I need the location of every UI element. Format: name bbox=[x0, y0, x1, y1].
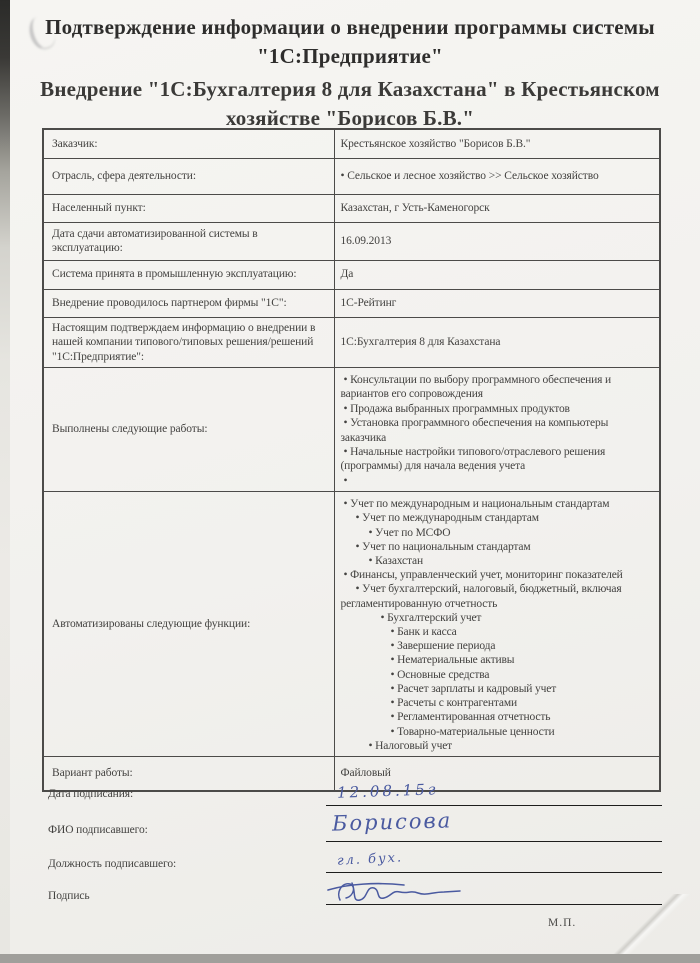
title-line-3: Внедрение "1С:Бухгалтерия 8 для Казахстана" в Крестьянском bbox=[40, 77, 660, 101]
works-list-item: • Установка программного обеспечения на компьютеры заказчика bbox=[340, 417, 609, 444]
signature-position-label: Должность подписавшего: bbox=[48, 858, 177, 870]
functions-list-item: • Учет по МСФО bbox=[368, 526, 451, 539]
functions-list-item: • Учет по международным стандартам bbox=[355, 512, 539, 525]
row-label: Отрасль, сфера деятельности: bbox=[43, 158, 334, 194]
signature-date-label: Дата подписания: bbox=[48, 788, 134, 800]
signature-name-label: ФИО подписавшего: bbox=[48, 824, 148, 836]
row-value: Файловый bbox=[334, 756, 660, 791]
functions-list-item: • Расчет зарплаты и кадровый учет bbox=[390, 682, 557, 695]
confirmation-table bbox=[42, 128, 661, 792]
functions-list-item: • Регламентированная отчетность bbox=[390, 711, 551, 724]
row-value: 1С-Рейтинг bbox=[334, 289, 660, 317]
row-label: Внедрение проводилось партнером фирмы "1С": bbox=[43, 289, 334, 317]
signature-position-line bbox=[326, 872, 662, 873]
paper-crease bbox=[590, 894, 700, 954]
row-value-works-list bbox=[334, 368, 660, 492]
scanner-bed-strip bbox=[0, 954, 700, 963]
row-label: Заказчик: bbox=[43, 129, 334, 158]
functions-list-item: • Банк и касса bbox=[390, 626, 457, 639]
document-title bbox=[20, 13, 680, 132]
functions-list-item: • Казахстан bbox=[368, 555, 423, 568]
row-label: Выполнены следующие работы: bbox=[43, 368, 334, 492]
row-label: Настоящим подтверждаем информацию о внедрении в нашей компании типового/типовых решения/решений "1С:Предприятие": bbox=[43, 317, 334, 368]
functions-list-item: • Завершение периода bbox=[390, 640, 496, 653]
row-value: Крестьянское хозяйство "Борисов Б.В." bbox=[334, 129, 660, 158]
table-row-delivery-date bbox=[43, 222, 660, 260]
works-list-item: • Консультации по выбору программного обеспечения и вариантов его сопровождения bbox=[340, 374, 612, 401]
table-row-location bbox=[43, 194, 660, 222]
table-row-partner bbox=[43, 289, 660, 317]
functions-list-item: • Расчеты с контрагентами bbox=[390, 697, 517, 710]
row-value: 1С:Бухгалтерия 8 для Казахстана bbox=[334, 317, 660, 368]
table-row-solution bbox=[43, 317, 660, 368]
table-row-industry bbox=[43, 158, 660, 194]
row-value: 16.09.2013 bbox=[334, 222, 660, 260]
handwritten-position: гл. бух. bbox=[336, 850, 404, 869]
works-list-item: • bbox=[343, 474, 348, 487]
row-value: • Сельское и лесное хозяйство >> Сельское хозяйство bbox=[334, 158, 660, 194]
title-line-4: хозяйстве "Борисов Б.В." bbox=[225, 105, 475, 130]
row-label: Вариант работы: bbox=[43, 756, 334, 791]
row-label: Автоматизированы следующие функции: bbox=[43, 492, 334, 757]
stamp-place-label: М.П. bbox=[548, 917, 577, 929]
row-label: Система принята в промышленную эксплуатацию: bbox=[43, 260, 334, 289]
functions-list-item: • Учет по национальным стандартам bbox=[355, 540, 531, 553]
functions-list-item: • Бухгалтерский учет bbox=[380, 611, 482, 624]
handwritten-name: Борисова bbox=[331, 808, 453, 836]
functions-list-item: • Основные средства bbox=[390, 668, 490, 681]
signature-stroke bbox=[326, 876, 506, 913]
functions-list-item: • Финансы, управленческий учет, мониторинг показателей bbox=[343, 569, 623, 582]
row-value: Казахстан, г Усть-Каменогорск bbox=[334, 194, 660, 222]
functions-list-item: • Учет по международным и национальным стандартам bbox=[343, 498, 610, 511]
scan-edge-shadow bbox=[0, 0, 10, 954]
title-line-1: Подтверждение информации о внедрении программы системы bbox=[45, 15, 655, 39]
works-list-item: • Начальные настройки типового/отраслевого решения (программы) для начала ведения учета bbox=[340, 446, 606, 473]
row-value: Да bbox=[334, 260, 660, 289]
functions-list-item: • Налоговый учет bbox=[368, 739, 453, 752]
table-row-customer bbox=[43, 129, 660, 158]
functions-list-item: • Нематериальные активы bbox=[390, 654, 515, 667]
signature-sign-label: Подпись bbox=[48, 890, 90, 902]
title-line-2: "1С:Предприятие" bbox=[257, 43, 443, 68]
handwritten-date: 12.08.15г bbox=[336, 780, 439, 802]
functions-list-item: • Товарно-материальные ценности bbox=[390, 725, 555, 738]
works-list-item: • Продажа выбранных программных продуктов bbox=[343, 402, 570, 415]
row-label: Населенный пункт: bbox=[43, 194, 334, 222]
table-row-accepted bbox=[43, 260, 660, 289]
table-row-functions bbox=[43, 492, 660, 757]
signature-date-line bbox=[326, 805, 662, 806]
signature-name-line bbox=[326, 841, 662, 842]
row-value-functions-list bbox=[334, 492, 660, 757]
row-label: Дата сдачи автоматизированной системы в эксплуатацию: bbox=[43, 222, 334, 260]
table-row-works bbox=[43, 368, 660, 492]
functions-list-item: • Учет бухгалтерский, налоговый, бюджетный, включая регламентированную отчетность bbox=[340, 583, 622, 610]
